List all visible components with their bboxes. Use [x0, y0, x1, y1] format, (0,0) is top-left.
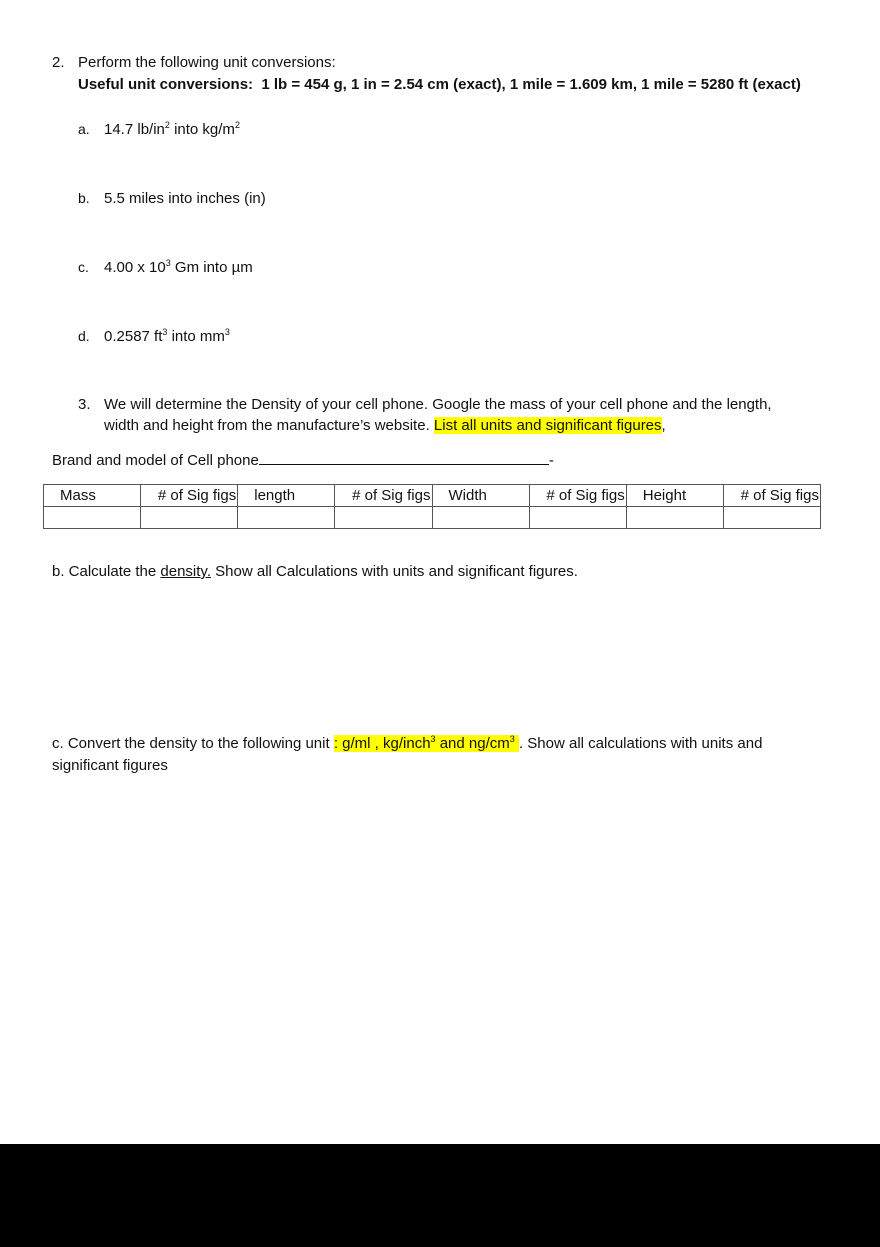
item-b-text: 5.5 miles into inches (in) — [104, 190, 266, 207]
cell-width[interactable] — [432, 507, 529, 529]
item-c-letter: c. — [78, 259, 89, 275]
brand-model-label: Brand and model of Cell phone — [52, 452, 259, 469]
table-row — [44, 507, 821, 529]
header-mass-sigfigs: # of Sig figs — [141, 485, 238, 507]
cell-mass-sigfigs[interactable] — [141, 507, 238, 529]
item-d-text: 0.2587 $ft^3$ into $mm^3$ — [104, 327, 230, 345]
part-b-text: b. Calculate the density. Show all Calculations with units and significant figures. — [52, 563, 578, 580]
footer-black-bar — [0, 1144, 880, 1247]
cell-mass[interactable] — [44, 507, 141, 529]
phone-measurements-table — [43, 484, 821, 529]
question-3-number: 3. — [78, 396, 91, 413]
brand-model-line: Brand and model of Cell phone - — [52, 452, 554, 469]
cell-length-sigfigs[interactable] — [335, 507, 432, 529]
density-underlined: density. — [160, 563, 211, 580]
item-b-letter: b. — [78, 190, 90, 206]
question-2-number: 2. — [52, 54, 65, 71]
useful-conversions-label: Useful unit conversions: — [78, 76, 254, 93]
brand-model-blank[interactable] — [259, 450, 549, 465]
header-width: Width — [432, 485, 529, 507]
table-header-row — [44, 485, 821, 507]
item-c-text: 4.00 x $10^3$ Gm into µm — [104, 258, 253, 276]
part-c-line2: significant figures — [52, 757, 168, 774]
header-height: Height — [626, 485, 723, 507]
header-length: length — [238, 485, 335, 507]
header-height-sigfigs: # of Sig figs — [723, 485, 820, 507]
cell-length[interactable] — [238, 507, 335, 529]
question-2-title: Perform the following unit conversions: — [78, 54, 336, 71]
useful-conversions — [78, 74, 801, 95]
item-a-text: 14.7 $lb/in^2$ into $kg/m^2$ — [104, 120, 240, 138]
cell-width-sigfigs[interactable] — [529, 507, 626, 529]
header-mass: Mass — [44, 485, 141, 507]
item-d-letter: d. — [78, 328, 90, 344]
useful-conversions-values: 1 lb = 454 g, 1 in = 2.54 cm (exact), 1 mile = 1.609 km, 1 mile = 5280 ft (exact) — [261, 76, 801, 93]
question-3-line1: We will determine the Density of your cell phone. Google the mass of your cell phone and the length, — [104, 396, 772, 413]
header-length-sigfigs: # of Sig figs — [335, 485, 432, 507]
highlight-units-sigfigs: List all units and significant figures — [433, 417, 662, 434]
highlight-target-units: : g/ml , kg/inch$^3$ and $ng/cm^3$ — [334, 735, 519, 752]
header-width-sigfigs: # of Sig figs — [529, 485, 626, 507]
part-c-line1: c. Convert the density to the following unit : g/ml , kg/inch$^3$ and $ng/cm^3$ . Show all calculations with units and — [52, 734, 763, 752]
cell-height-sigfigs[interactable] — [723, 507, 820, 529]
question-3-line2: width and height from the manufacture’s website. List all units and significant figures, — [104, 417, 666, 434]
cell-height[interactable] — [626, 507, 723, 529]
item-a-letter: a. — [78, 121, 90, 137]
